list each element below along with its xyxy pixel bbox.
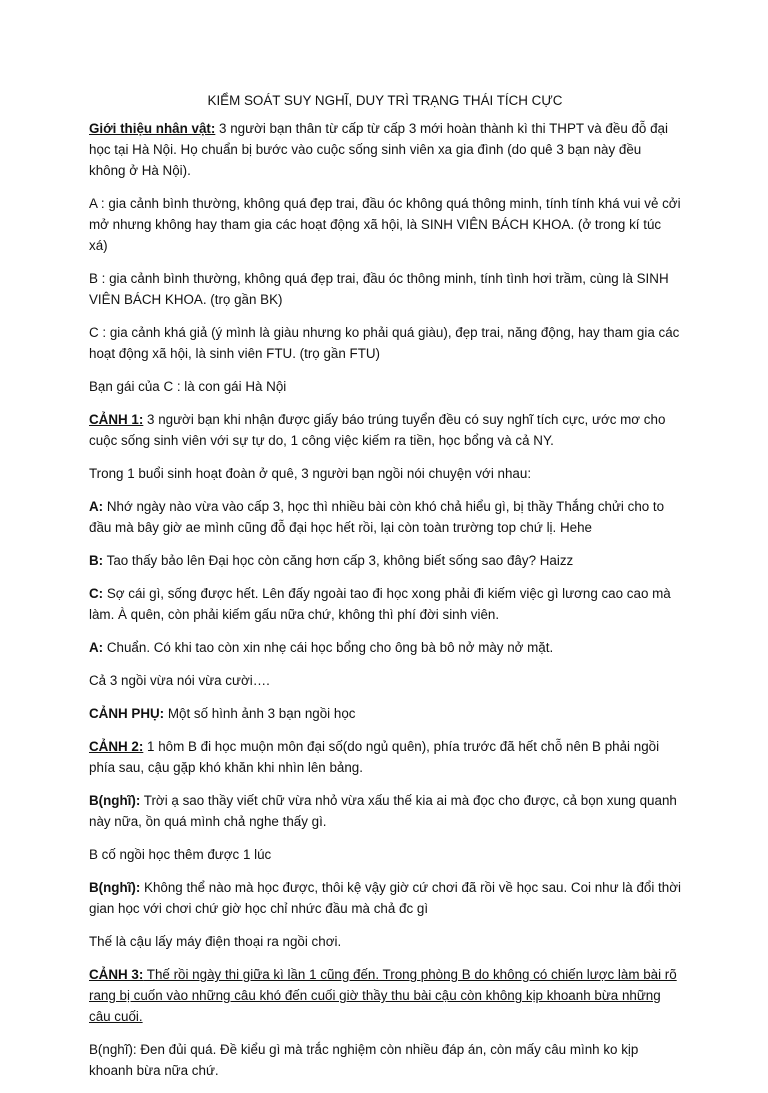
paragraph-text: B cố ngồi học thêm được 1 lúc	[89, 847, 272, 862]
document-title: KIỂM SOÁT SUY NGHĨ, DUY TRÌ TRẠNG THÁI TÍCH CỰC	[207, 93, 563, 108]
paragraph-text: Cả 3 ngồi vừa nói vừa cười….	[89, 673, 270, 688]
paragraph-text: 3 người bạn thân từ cấp từ cấp 3 mới hoàn thành kì thi THPT và đều đỗ đại học tại Hà Nội. Họ chuẩn bị bước vào cuộc sống sinh viên xa gia đình (do quê 3 bạn này đều không ở Hà Nội).	[89, 121, 668, 178]
paragraph-text: B : gia cảnh bình thường, không quá đẹp trai, đầu óc thông minh, tính tình hơi trầm, cùng là SINH VIÊN BÁCH KHOA. (trọ gần BK)	[89, 271, 669, 307]
paragraph-b-thinks-2	[89, 877, 681, 919]
paragraph-side-scene	[89, 703, 681, 724]
paragraph-text: Chuẩn. Có khi tao còn xin nhẹ cái học bổng cho ông bà bô nở mày nở mặt.	[103, 640, 554, 655]
paragraph-text: Bạn gái của C : là con gái Hà Nội	[89, 379, 287, 394]
paragraph-scene-1-setting	[89, 463, 681, 484]
paragraph-label: C:	[89, 586, 104, 601]
paragraph-dialogue-a-1	[89, 496, 681, 538]
paragraph-character-a	[89, 193, 681, 256]
paragraph-label: B:	[89, 553, 104, 568]
paragraph-label: A:	[89, 640, 104, 655]
paragraph-b-thinks-1	[89, 790, 681, 832]
paragraph-text: Thế là cậu lấy máy điện thoại ra ngồi chơi.	[89, 934, 342, 949]
paragraph-text: Trời ạ sao thầy viết chữ vừa nhỏ vừa xấu thế kia ai mà đọc cho được, cả bọn xung quanh này nữa, ồn quá mình chả nghe thấy gì.	[89, 793, 677, 829]
paragraph-label: B(nghĩ):	[89, 880, 141, 895]
paragraph-text: Tao thấy bảo lên Đại học còn căng hơn cấp 3, không biết sống sao đây? Haizz	[103, 553, 574, 568]
paragraph-dialogue-c-1	[89, 583, 681, 625]
paragraph-text: Không thể nào mà học được, thôi kệ vậy giờ cứ chơi đã rồi về học sau. Coi như là đổi thời gian học với chơi chứ giờ học chỉ nhức đầu mà chả đc gì	[89, 880, 681, 916]
paragraph-label: CẢNH PHỤ:	[89, 706, 165, 721]
paragraph-b-thinks-3	[89, 1039, 681, 1081]
paragraph-scene-3	[89, 964, 681, 1027]
paragraph-character-b	[89, 268, 681, 310]
paragraph-b-studies	[89, 844, 681, 865]
paragraph-character-c	[89, 322, 681, 364]
paragraph-label: CẢNH 3:	[89, 967, 144, 982]
paragraph-dialogue-b-1	[89, 550, 681, 571]
paragraph-text: B(nghĩ): Đen đủi quá. Đề kiểu gì mà trắc nghiệm còn nhiều đáp án, còn mấy câu mình ko kịp khoanh bừa nữa chứ.	[89, 1042, 639, 1078]
paragraph-text: Thế rồi ngày thi giữa kì lần 1 cũng đến. Trong phòng B do không có chiến lược làm bài rõ rang bị cuốn vào những câu khó đến cuối giờ thầy thu bài cậu còn không kịp khoanh bừa những câu cuối.	[89, 967, 677, 1024]
paragraph-scene-1	[89, 409, 681, 451]
paragraph-dialogue-a-2	[89, 637, 681, 658]
paragraph-label: B(nghĩ):	[89, 793, 141, 808]
paragraph-text: Nhớ ngày nào vừa vào cấp 3, học thì nhiều bài còn khó chả hiểu gì, bị thầy Thắng chửi cho to đầu mà bây giờ ae mình cũng đỗ đại học hết rồi, lại còn toàn trường top chứ lị. Hehe	[89, 499, 665, 535]
paragraph-intro	[89, 118, 681, 181]
paragraph-text: Trong 1 buổi sinh hoạt đoàn ở quê, 3 người bạn ngồi nói chuyện với nhau:	[89, 466, 532, 481]
paragraph-text: Một số hình ảnh 3 bạn ngồi học	[164, 706, 356, 721]
document-body	[89, 90, 681, 1093]
paragraph-label: Giới thiệu nhân vật:	[89, 121, 216, 136]
paragraph-label: A:	[89, 499, 104, 514]
paragraph-label: CẢNH 1:	[89, 412, 144, 427]
paragraph-label: CẢNH 2:	[89, 739, 144, 754]
paragraph-text: C : gia cảnh khá giả (ý mình là giàu nhưng ko phải quá giàu), đẹp trai, năng động, hay tham gia các hoạt động xã hội, là sinh viên FTU. (trọ gần FTU)	[89, 325, 680, 361]
paragraph-text: 1 hôm B đi học muộn môn đại số(do ngủ quên), phía trước đã hết chỗ nên B phải ngồi phía sau, cậu gặp khó khăn khi nhìn lên bảng.	[89, 739, 660, 775]
paragraph-text: 3 người bạn khi nhận được giấy báo trúng tuyển đều có suy nghĩ tích cực, ước mơ cho cuộc sống sinh viên với sự tự do, 1 công việc kiếm ra tiền, học bổng và cả NY.	[89, 412, 666, 448]
paragraph-b-plays	[89, 931, 681, 952]
paragraph-girlfriend	[89, 376, 681, 397]
paragraph-scene-2	[89, 736, 681, 778]
paragraph-text: Sợ cái gì, sống được hết. Lên đấy ngoài tao đi học xong phải đi kiếm việc gì lương cao cao mà làm. À quên, còn phải kiếm gấu nữa chứ, không thì phí đời sinh viên.	[89, 586, 671, 622]
paragraph-text: A : gia cảnh bình thường, không quá đẹp trai, đầu óc không quá thông minh, tính tính khá vui vẻ cởi mở nhưng không hay tham gia các hoạt động xã hội, là SINH VIÊN BÁCH KHOA. (ở trong kí túc xá)	[89, 196, 681, 253]
paragraph-laughing	[89, 670, 681, 691]
